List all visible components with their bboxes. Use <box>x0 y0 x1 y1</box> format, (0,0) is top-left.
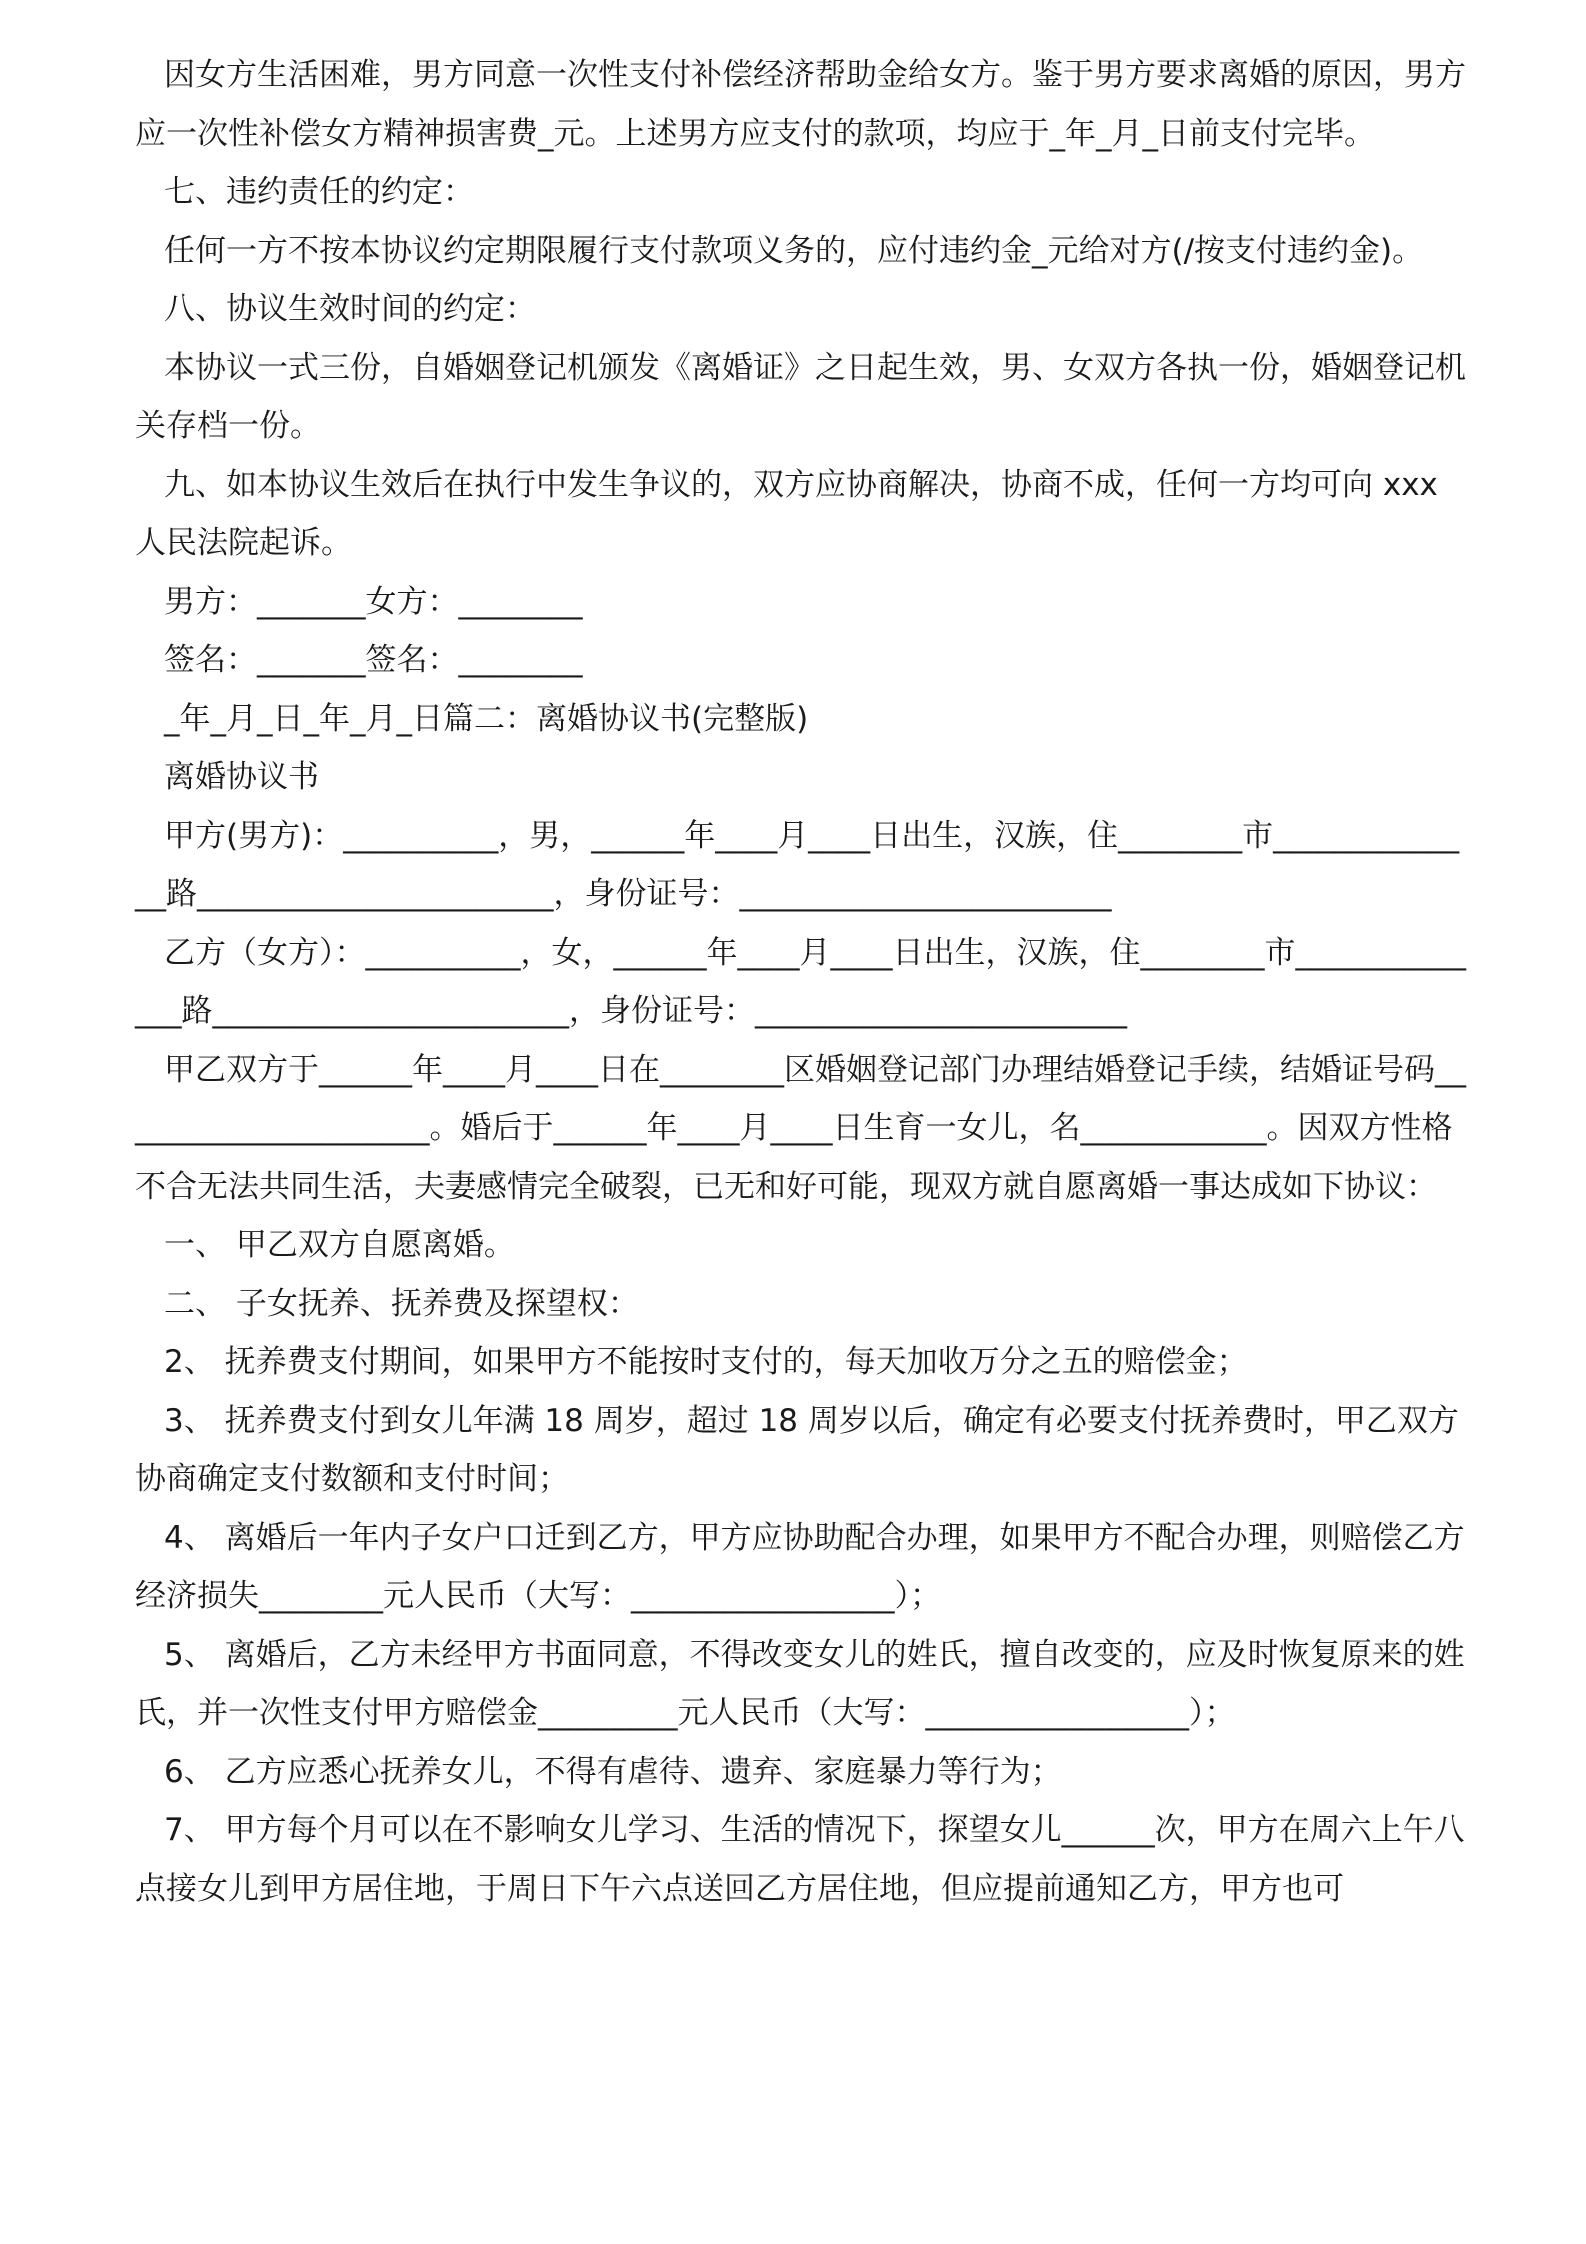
date-line-and-section-title: _年_月_日_年_月_日篇二：离婚协议书(完整版) <box>164 700 809 737</box>
clause-4-hukou: 4、 离婚后一年内子女户口迁到乙方，甲方应协助配合办理，如果甲方不配合办理，则赔偿乙方经济损失________元人民币（大写：_________________）； <box>135 1519 1465 1614</box>
signature-names-line: 签名：_______签名：________ <box>164 642 583 678</box>
paragraph-dispute: 九、如本协议生效后在执行中发生争议的，双方应协商解决，协商不成，任何一方均可向 xxx 人民法院起诉。 <box>135 466 1438 561</box>
paragraph-compensation: 因女方生活困难，男方同意一次性支付补偿经济帮助金给女方。鉴于男方要求离婚的原因，男方应一次性补偿女方精神损害费_元。上述男方应支付的款项，均应于_年_月_日前支付完毕。 <box>135 57 1466 152</box>
agreement-title: 离婚协议书 <box>164 759 319 795</box>
heading-breach-liability: 七、违约责任的约定： <box>164 174 474 210</box>
paragraph-penalty: 任何一方不按本协议约定期限履行支付款项义务的，应付违约金_元给对方(/按支付违约金)。 <box>164 232 1424 269</box>
clause-3-age-limit: 3、 抚养费支付到女儿年满 18 周岁，超过 18 周岁以后，确定有必要支付抚养费时，甲乙双方协商确定支付数额和支付时间； <box>135 1402 1459 1497</box>
clause-5-surname: 5、 离婚后，乙方未经甲方书面同意，不得改变女儿的姓氏，擅自改变的，应及时恢复原来的姓氏，并一次性支付甲方赔偿金_________元人民币（大写：_________________）； <box>135 1636 1465 1731</box>
party-b-info: 乙方（女方）：__________，女，______年____月____日出生，汉族，住________市______________路_______________________，身份证号：________________________ <box>135 934 1466 1029</box>
clause-two: 二、 子女抚养、抚养费及探望权： <box>164 1285 639 1322</box>
clause-2-payment-period: 2、 抚养费支付期间，如果甲方不能按时支付的，每天加收万分之五的赔偿金； <box>164 1344 1248 1380</box>
signature-parties-line: 男方：_______女方：________ <box>164 583 583 620</box>
clause-one: 一、 甲乙双方自愿离婚。 <box>164 1227 515 1263</box>
party-a-info: 甲方(男方)：__________，男，______年____月____日出生，汉族，住________市______________路_______________________，身份证号：________________________ <box>135 817 1460 912</box>
clause-7-visitation: 7、 甲方每个月可以在不影响女儿学习、生活的情况下，探望女儿______次，甲方在周六上午八点接女儿到甲方居住地，于周日下午六点送回乙方居住地，但应提前通知乙方，甲方也可 <box>135 1812 1465 1907</box>
paragraph-copies: 本协议一式三份，自婚姻登记机颁发《离婚证》之日起生效，男、女双方各执一份，婚姻登记机关存档一份。 <box>135 349 1466 444</box>
paragraph-marriage-background: 甲乙双方于______年____月____日在________区婚姻登记部门办理结婚登记手续，结婚证号码_____________________。婚后于______年____月____日生育一女儿，名____________。因双方性格不合无法共同生活，夫妻感情完全破裂，已无和好可能，现双方就自愿离婚一事达成如下协议： <box>135 1051 1466 1205</box>
clause-6-care: 6、 乙方应悉心抚养女儿，不得有虐待、遗弃、家庭暴力等行为； <box>164 1753 1062 1790</box>
heading-effective-time: 八、协议生效时间的约定： <box>164 291 536 327</box>
